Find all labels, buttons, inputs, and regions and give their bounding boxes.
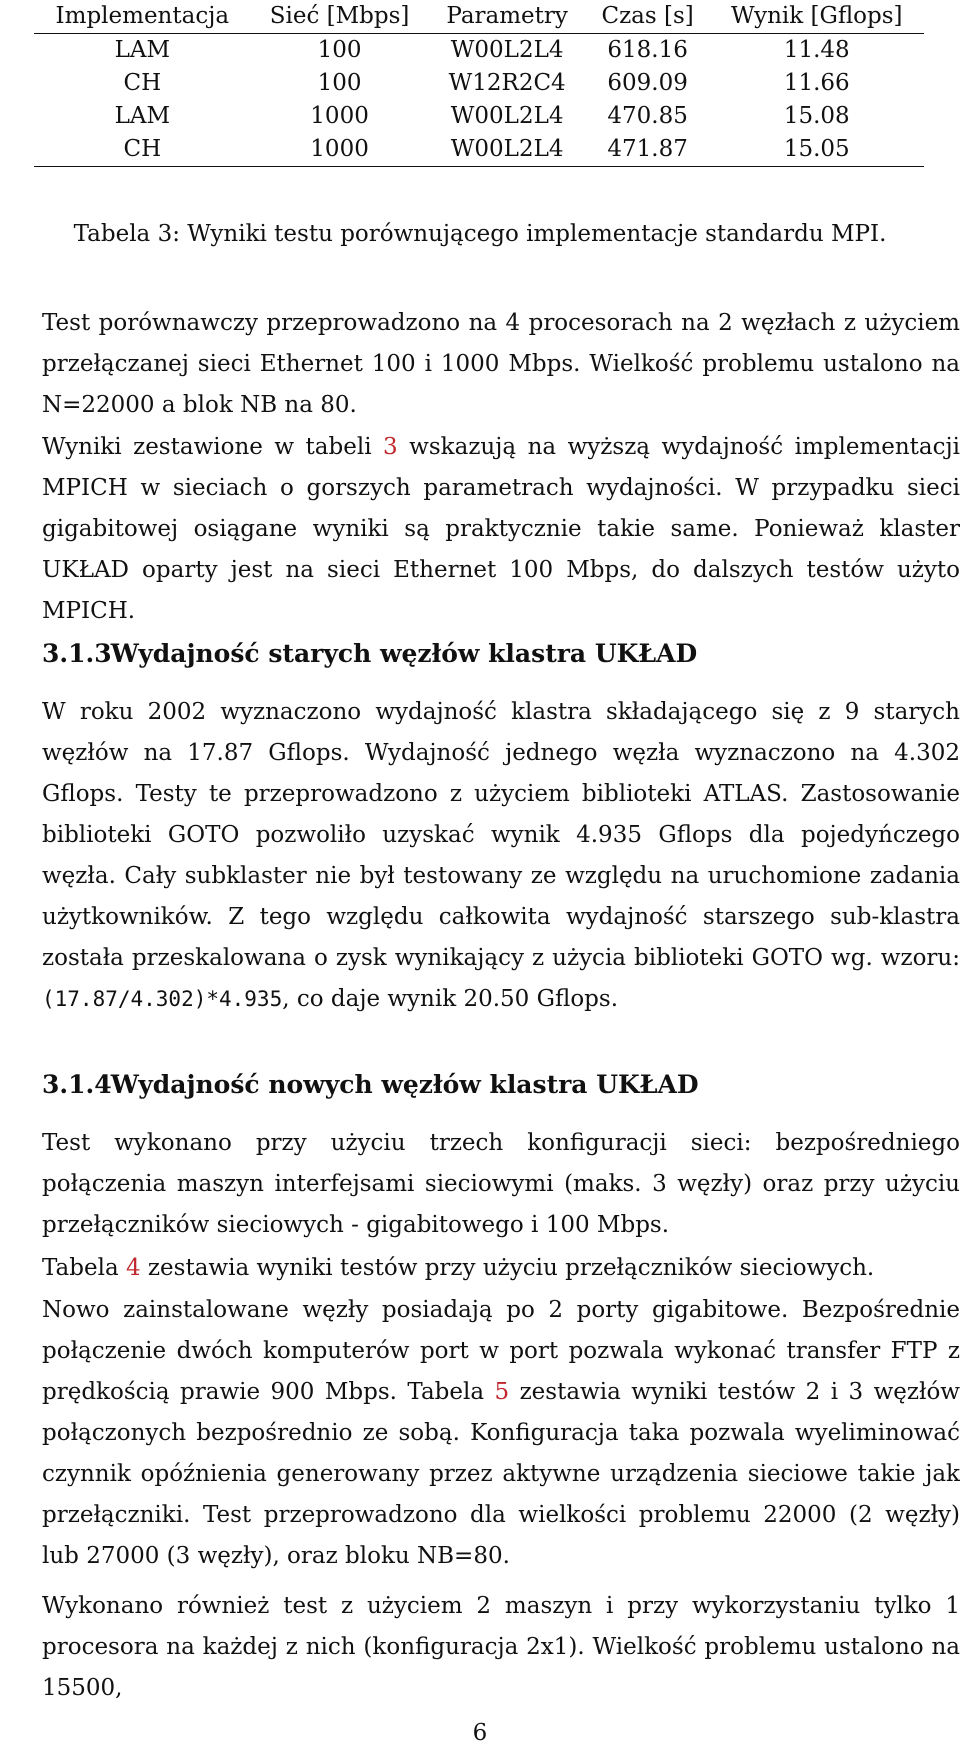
table-cell: LAM: [114, 103, 171, 129]
table-cell: 100: [317, 70, 362, 96]
table-cell: 11.48: [783, 37, 850, 63]
table-caption: Tabela 3: Wyniki testu porównującego implementacje standardu MPI.: [73, 221, 887, 247]
paragraph-text: zestawia wyniki testów przy użyciu przełączników sieciowych.: [140, 1255, 875, 1281]
results-table: [34, 0, 924, 167]
column-header: Sieć [Mbps]: [269, 3, 410, 29]
paragraph-old-nodes: [42, 692, 960, 1020]
column-header: Implementacja: [55, 3, 230, 29]
table-cell: 471.87: [607, 136, 688, 162]
table-row: [34, 133, 924, 167]
paragraph-text: zestawia wyniki testów 2 i 3 węzłów połączonych bezpośrednio ze sobą. Konfiguracja taka pozwala wyeliminować czynnik opóźnienia generowany przez aktywne urządzenia sieciowe takie jak przełączniki. Test przeprowadzono dla wielkości problemu 22000 (2 węzły) lub 27000 (3 węzły), oraz bloku NB=80.: [42, 1379, 960, 1569]
paragraph-text: Nowo zainstalowane węzły posiadają po 2 porty gigabitowe. Bezpośrednie połączenie dwóch komputerów port w port pozwala wykonać transfer FTP z prędkością prawie 900 Mbps. Tabela: [42, 1297, 960, 1405]
table-cell: 609.09: [607, 70, 688, 96]
paragraph-results-summary: [42, 427, 960, 632]
table-cell: W00L2L4: [450, 37, 564, 63]
page-number: 6: [472, 1720, 488, 1746]
table-header-row: [34, 0, 924, 34]
paragraph-text: W roku 2002 wyznaczono wydajność klastra składającego się z 9 starych węzłów na 17.87 Gflops. Wydajność jednego węzła wyznaczono na 4.302 Gflops. Testy te przeprowadzono z użyciem biblioteki ATLAS. Zastosowanie biblioteki GOTO pozwoliło uzyskać wynik 4.935 Gflops dla pojedyńczego węzła. Cały subklaster nie był testowany ze względu na uruchomione zadania użytkowników. Z tego względu całkowita wydajność starszego sub-klastra została przeskalowana o zysk wynikający z użycia biblioteki GOTO wg. wzoru:: [42, 699, 960, 971]
table-cell: 15.05: [783, 136, 850, 162]
column-header: Parametry: [446, 3, 568, 29]
table-row: [34, 34, 924, 68]
paragraph-network-configs: Test wykonano przy użyciu trzech konfiguracji sieci: bezpośredniego połączenia maszyn interfejsami sieciowymi (maks. 3 węzły) oraz przy użyciu przełączników sieciowych - gigabitowego i 100 Mbps.: [42, 1130, 960, 1238]
table-cell: LAM: [114, 37, 171, 63]
section-number: 3.1.3: [42, 639, 112, 668]
table-cell: 15.08: [783, 103, 850, 129]
paragraph-direct-connection: [42, 1290, 960, 1577]
table-cell: W12R2C4: [448, 70, 566, 96]
column-header: Wynik [Gflops]: [730, 3, 903, 29]
table-cell: 618.16: [607, 37, 688, 63]
section-heading-old-nodes: [42, 637, 960, 671]
table-cell: 470.85: [607, 103, 688, 129]
table-cell: CH: [123, 136, 162, 162]
section-title: Wydajność nowych węzłów klastra UKŁAD: [110, 1070, 699, 1099]
table-cell: W00L2L4: [450, 136, 564, 162]
table-reference-link[interactable]: 4: [125, 1255, 141, 1281]
paragraph-text: Wyniki zestawione w tabeli: [42, 434, 384, 460]
paragraph-text: Tabela: [42, 1255, 126, 1281]
table-reference-link[interactable]: 5: [494, 1379, 510, 1405]
section-heading-new-nodes: [42, 1068, 960, 1102]
table-cell: 100: [317, 37, 362, 63]
section-title: Wydajność starych węzłów klastra UKŁAD: [110, 639, 698, 668]
table-row: [34, 100, 924, 133]
section-number: 3.1.4: [42, 1070, 112, 1099]
paragraph-two-machines: Wykonano również test z użyciem 2 maszyn i przy wykorzystaniu tylko 1 procesora na każdej z nich (konfiguracja 2x1). Wielkość problemu ustalono na 15500,: [42, 1593, 960, 1701]
paragraph-text: , co daje wynik 20.50 Gflops.: [282, 986, 619, 1012]
paragraph-test-setup: Test porównawczy przeprowadzono na 4 procesorach na 2 węzłach z użyciem przełączanej sieci Ethernet 100 i 1000 Mbps. Wielkość problemu ustalono na N=22000 a blok NB na 80.: [42, 310, 960, 418]
paragraph-table4: [42, 1248, 960, 1289]
column-header: Czas [s]: [601, 3, 694, 29]
table-cell: 1000: [310, 103, 369, 129]
table-cell: CH: [123, 70, 162, 96]
table-cell: 11.66: [783, 70, 850, 96]
paragraph-text: wskazują na wyższą wydajność implementacji MPICH w sieciach o gorszych parametrach wydajności. W przypadku sieci gigabitowej osiągane wyniki są praktycznie takie same. Ponieważ klaster UKŁAD oparty jest na sieci Ethernet 100 Mbps, do dalszych testów użyto MPICH.: [42, 434, 960, 624]
formula-code: (17.87/4.302)*4.935: [42, 987, 283, 1011]
table-cell: W00L2L4: [450, 103, 564, 129]
table-cell: 1000: [310, 136, 369, 162]
table-row: [34, 67, 924, 100]
table-reference-link[interactable]: 3: [383, 434, 398, 460]
